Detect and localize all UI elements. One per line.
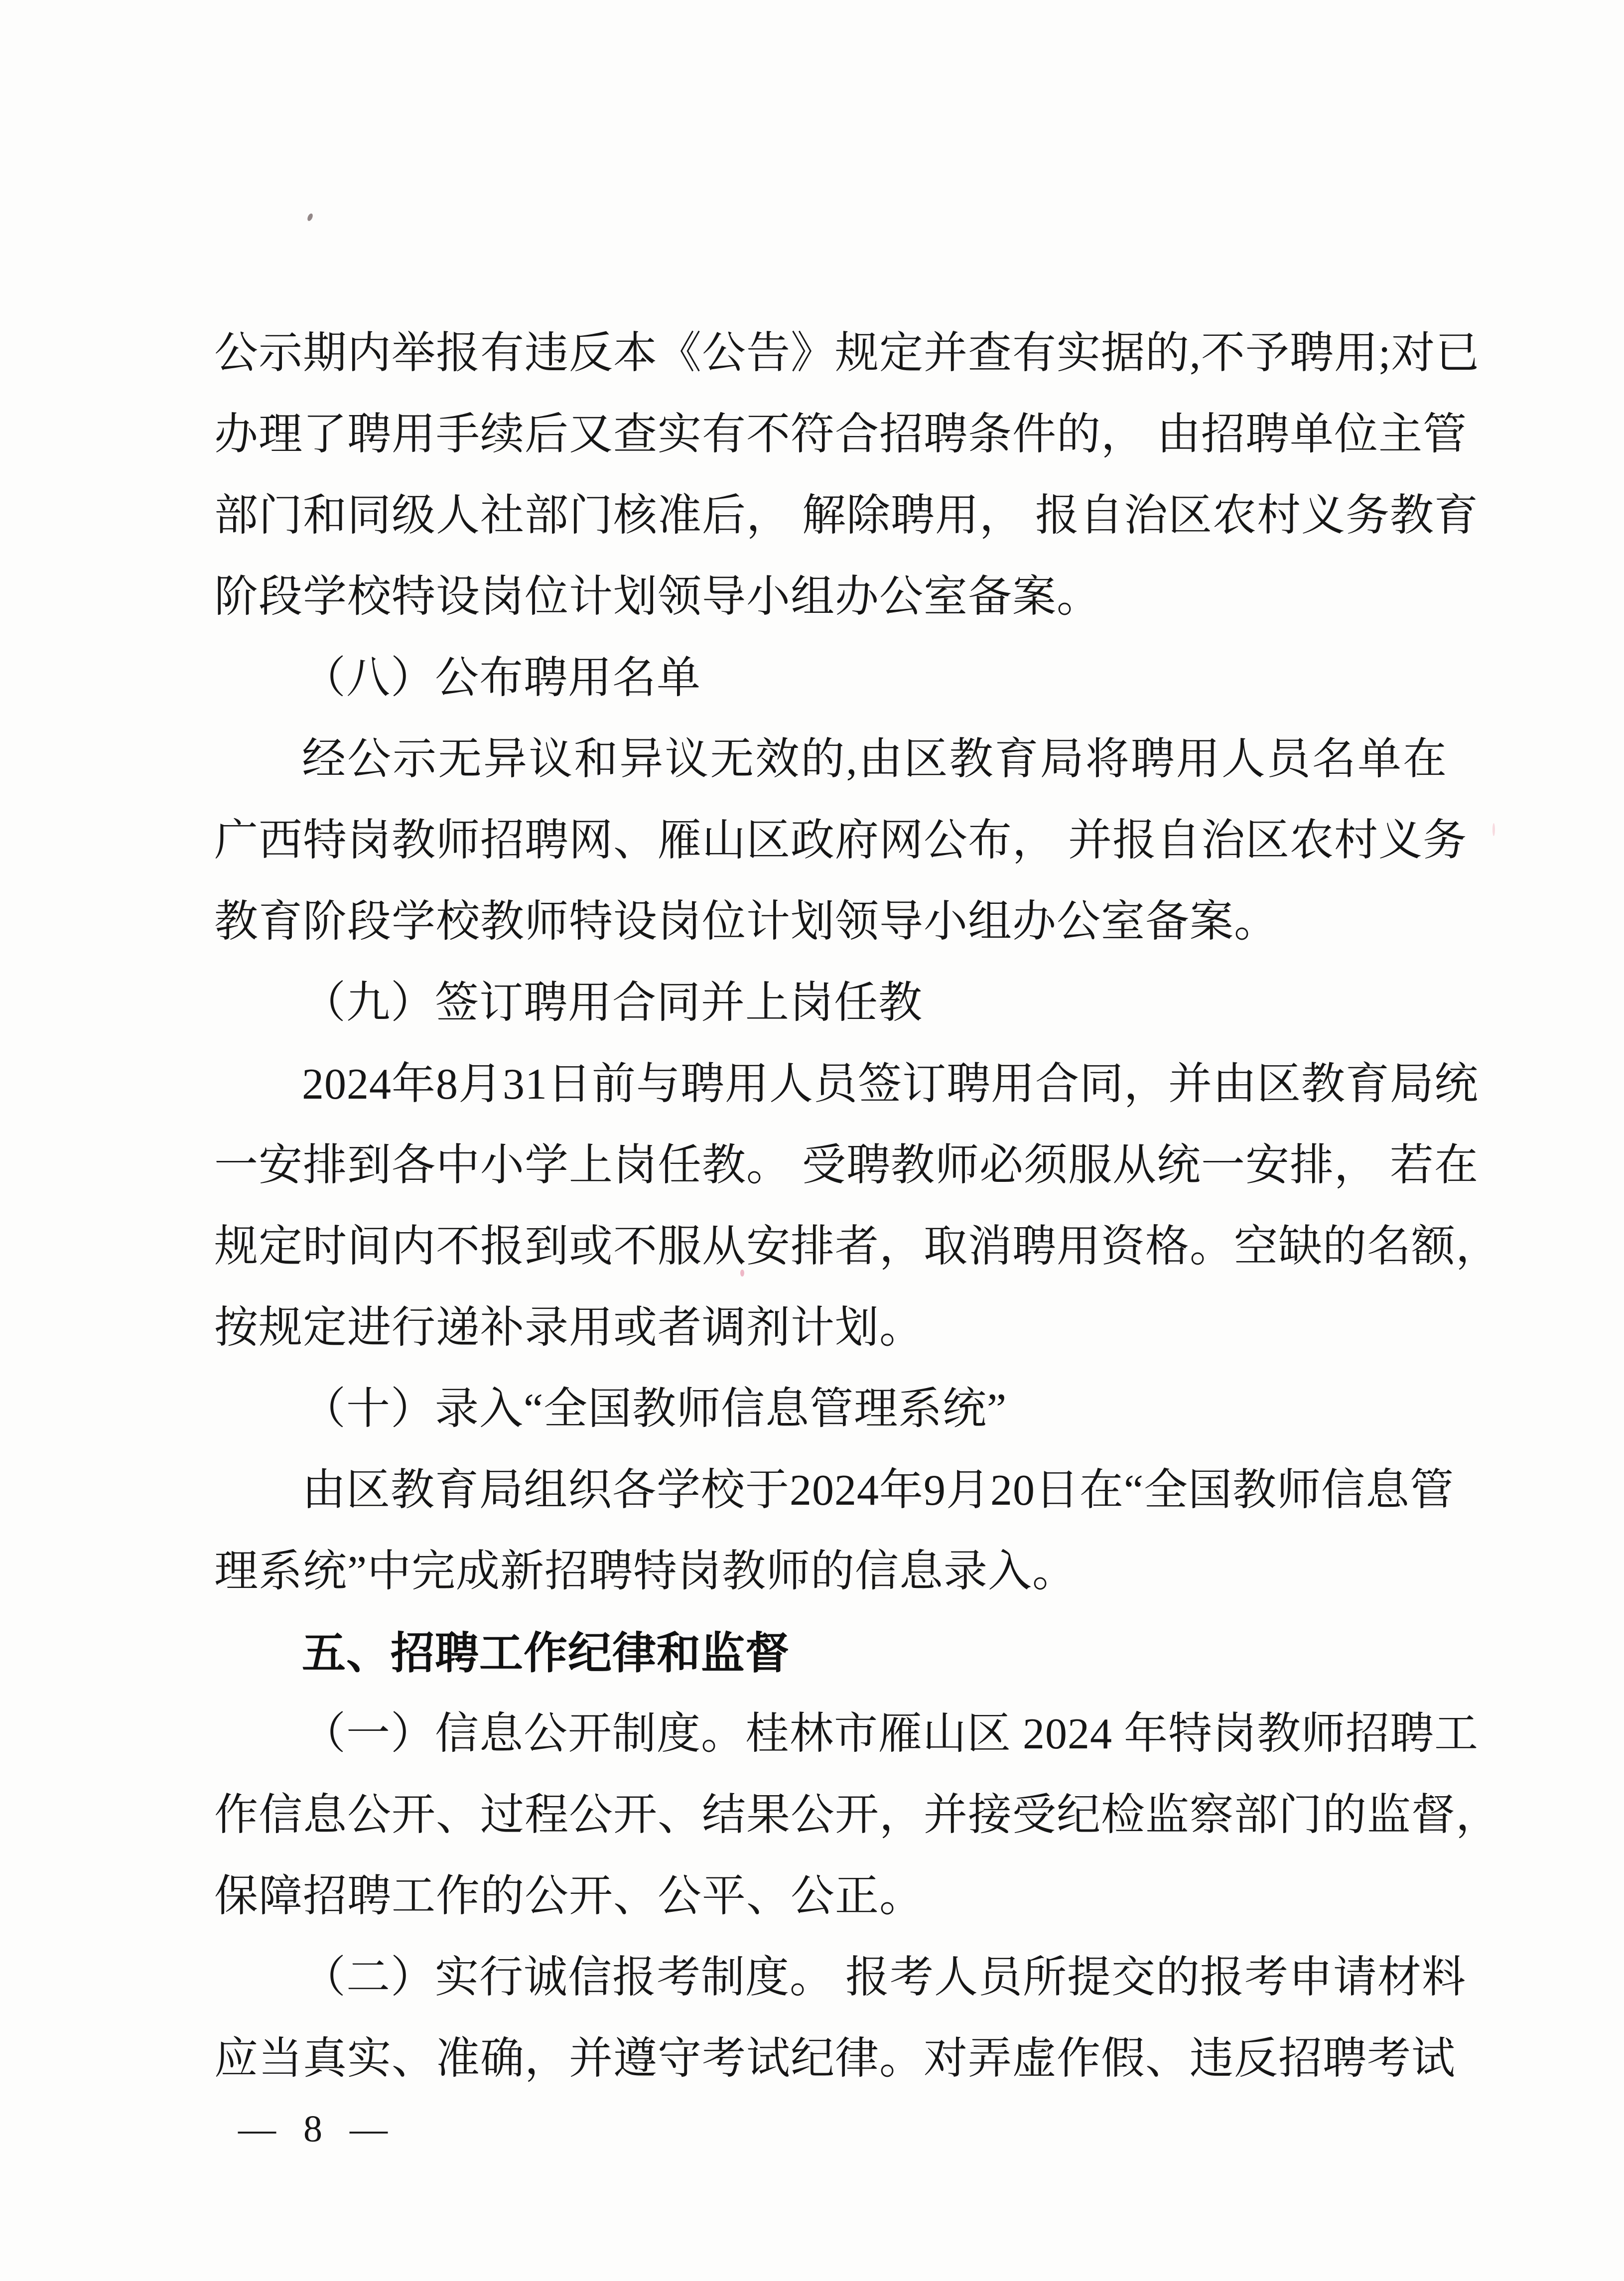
- text-line: 经公示无异议和异议无效的,由区教育局将聘用人员名单在: [302, 735, 1447, 784]
- text-line: 由区教育局组织各学校于2024年9月20日在“全国教师信息管: [302, 1466, 1455, 1515]
- text-line: 一安排到各中小学上岗任教。 受聘教师必须服从统一安排， 若在: [214, 1141, 1479, 1190]
- text-line: 保障招聘工作的公开、公平、公正。: [214, 1872, 924, 1921]
- section-heading: 五、招聘工作纪律和监督: [302, 1628, 790, 1678]
- text-line: 办理了聘用手续后又查实有不符合招聘条件的， 由招聘单位主管: [214, 411, 1468, 459]
- scan-speck: [306, 213, 314, 222]
- text-line: 应当真实、准确，并遵守考试纪律。对弄虚作假、违反招聘考试: [214, 2035, 1456, 2083]
- subsection-title: （八）公布聘用名单: [302, 654, 701, 703]
- scan-speck: [1492, 823, 1495, 836]
- text-line: 规定时间内不报到或不服从安排者，取消聘用资格。空缺的名额，: [214, 1223, 1500, 1271]
- text-line: 部门和同级人社部门核准后， 解除聘用， 报自治区农村义务教育: [214, 492, 1479, 540]
- text-line: （一）信息公开制度。桂林市雁山区 2024 年特岗教师招聘工: [302, 1710, 1479, 1758]
- text-line: 理系统”中完成新招聘特岗教师的信息录入。: [214, 1548, 1077, 1596]
- text-line: （二）实行诚信报考制度。 报考人员所提交的报考申请材料: [302, 1954, 1467, 2002]
- text-line: 阶段学校特设岗位计划领导小组办公室备案。: [214, 573, 1101, 621]
- body-text: [214, 313, 1500, 2100]
- page-number: — 8 —: [238, 2108, 397, 2150]
- text-line: 2024年8月31日前与聘用人员签订聘用合同，并由区教育局统: [302, 1060, 1479, 1109]
- subsection-title: （九）签订聘用合同并上岗任教: [302, 979, 923, 1027]
- subsection-title: （十）录入“全国教师信息管理系统”: [302, 1385, 1007, 1433]
- text-line: 公示期内举报有违反本《公告》规定并查有实据的,不予聘用;对已: [214, 329, 1480, 378]
- text-line: 作信息公开、过程公开、结果公开，并接受纪检监察部门的监督，: [214, 1791, 1500, 1840]
- text-line: 教育阶段学校教师特设岗位计划领导小组办公室备案。: [214, 898, 1279, 946]
- text-line: 广西特岗教师招聘网、雁山区政府网公布， 并报自治区农村义务: [214, 817, 1468, 865]
- text-line: 按规定进行递补录用或者调剂计划。: [214, 1304, 924, 1352]
